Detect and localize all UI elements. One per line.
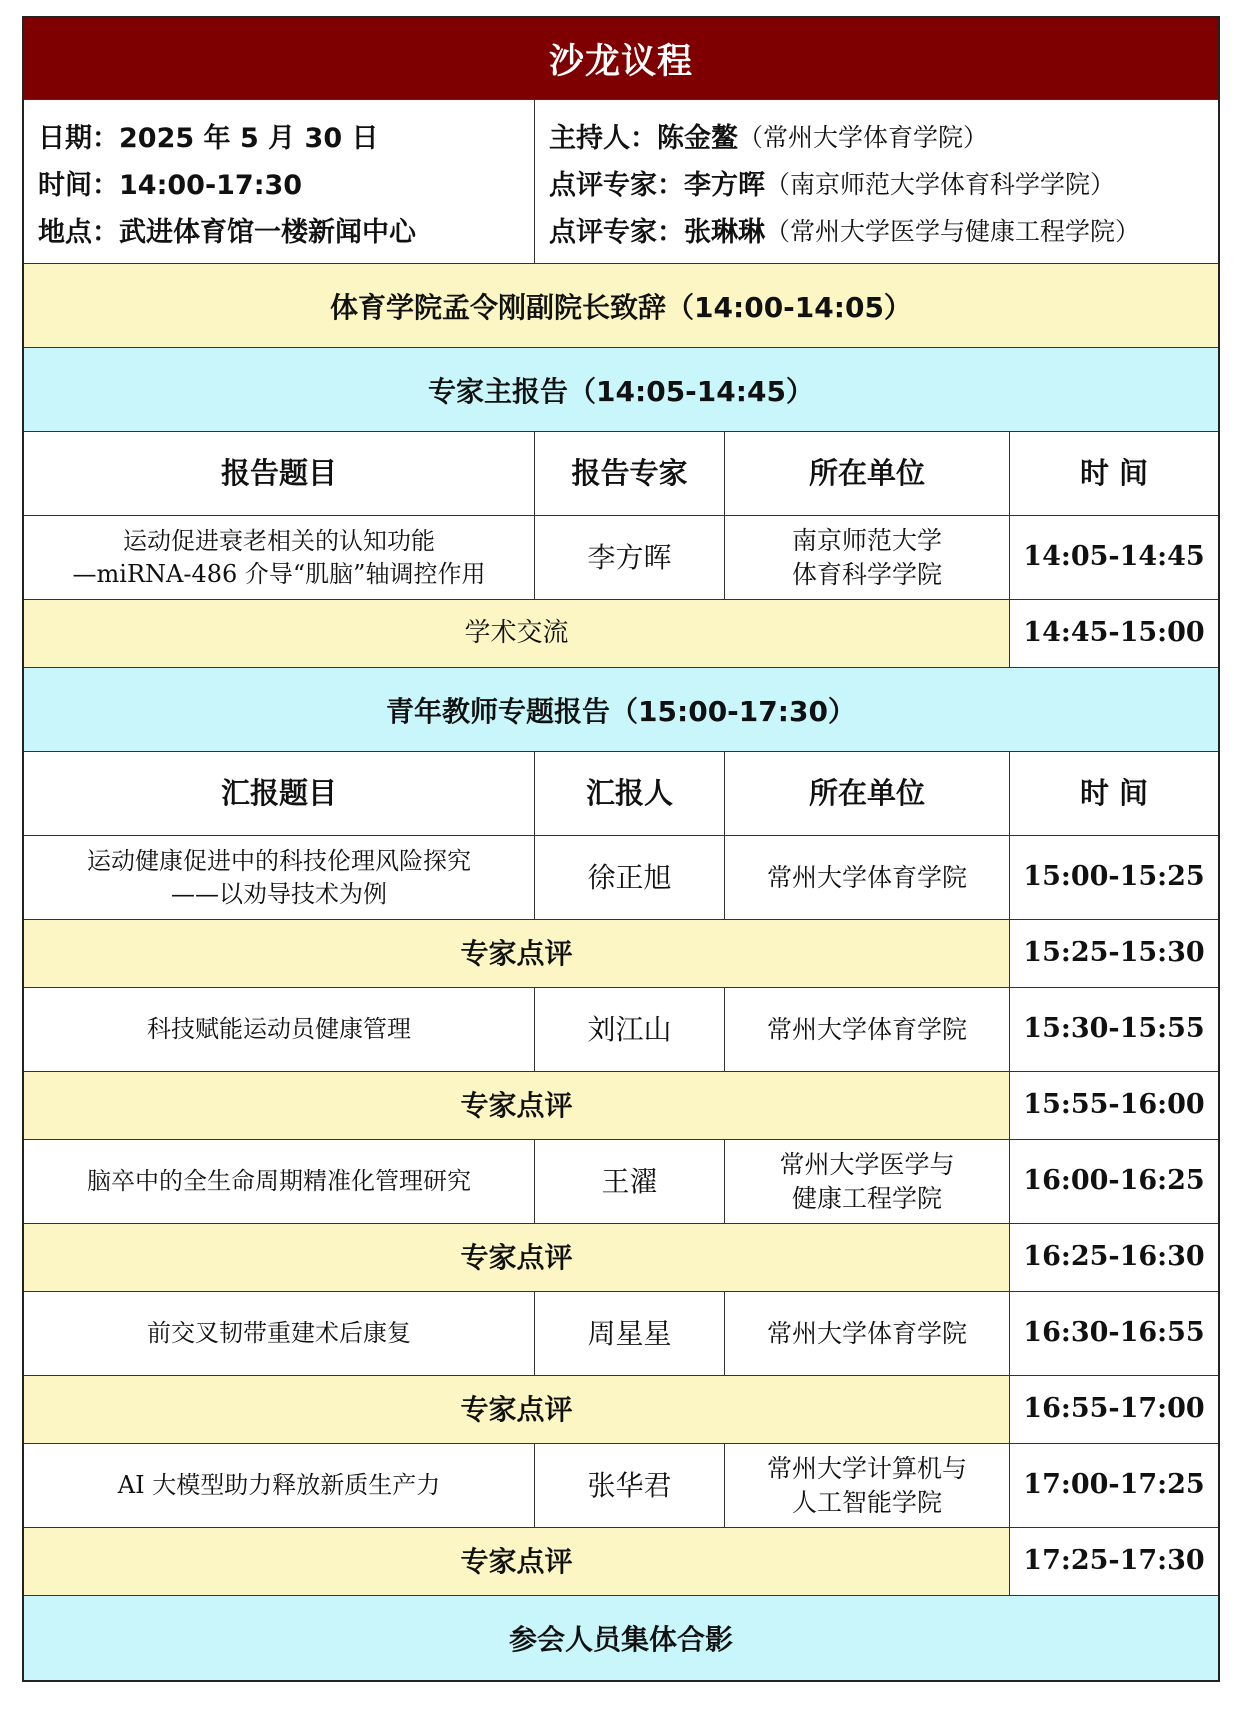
report-title-line-1: 运动健康促进中的科技伦理风险探究	[87, 847, 471, 876]
report-unit-line-1: 常州大学体育学院	[766, 1014, 967, 1044]
col-unit: 所在单位	[725, 432, 1010, 515]
talk-title-line-2: —miRNA-486 介导“肌脑”轴调控作用	[72, 559, 486, 588]
table-row	[24, 1140, 1218, 1224]
report-title	[24, 836, 535, 919]
talk-title	[24, 516, 535, 599]
expert-review-label: 专家点评	[24, 920, 1010, 987]
reviewer-2	[549, 206, 1218, 253]
report-unit-line-1: 常州大学体育学院	[766, 862, 967, 892]
agenda-table	[22, 16, 1220, 1682]
col-report-title: 汇报题目	[24, 752, 535, 835]
keynote-column-headers	[24, 432, 1218, 516]
col-unit: 所在单位	[725, 752, 1010, 835]
report-unit-line-1: 常州大学医学与	[779, 1149, 955, 1179]
host	[549, 112, 1218, 159]
meeting-date: 日期：2025 年 5 月 30 日	[38, 123, 379, 154]
report-unit	[725, 1444, 1010, 1527]
young-teacher-heading: 青年教师专题报告（15:00-17:30）	[24, 668, 1218, 752]
col-time: 时 间	[1079, 455, 1149, 490]
expert-review-time: 16:25-16:30	[1010, 1224, 1218, 1291]
reporter: 周星星	[535, 1292, 725, 1375]
reviewer-2-affiliation: （常州大学医学与健康工程学院）	[765, 216, 1141, 246]
report-time: 16:00-16:25	[1023, 1165, 1205, 1197]
expert-review-row	[24, 1224, 1218, 1292]
talk-unit-line-2: 体育科学学院	[791, 559, 942, 589]
reporter: 王濯	[535, 1140, 725, 1223]
reviewer-1-affiliation: （南京师范大学体育科学学院）	[765, 169, 1116, 199]
report-title	[24, 1292, 535, 1375]
expert-review-row	[24, 920, 1218, 988]
table-row	[24, 988, 1218, 1072]
report-title-line-2: ——以劝导技术为例	[171, 879, 387, 908]
agenda-title: 沙龙议程	[24, 18, 1218, 100]
reviewer-2-name: 点评专家：张琳琳	[549, 217, 765, 248]
expert-review-time: 15:55-16:00	[1010, 1072, 1218, 1139]
report-unit	[725, 836, 1010, 919]
expert-review-time: 15:25-15:30	[1010, 920, 1218, 987]
talk-unit-line-1: 南京师范大学	[791, 525, 942, 555]
report-time: 15:30-15:55	[1023, 1013, 1205, 1045]
table-row	[24, 1444, 1218, 1528]
reviewer-1-name: 点评专家：李方晖	[549, 170, 765, 201]
report-title-line-1: 脑卒中的全生命周期精准化管理研究	[87, 1167, 471, 1196]
report-unit	[725, 1140, 1010, 1223]
table-row	[24, 1292, 1218, 1376]
report-unit	[725, 988, 1010, 1071]
report-title-line-1: 科技赋能运动员健康管理	[147, 1015, 411, 1044]
report-unit	[725, 1292, 1010, 1375]
reporter: 刘江山	[535, 988, 725, 1071]
young-column-headers	[24, 752, 1218, 836]
expert-review-label: 专家点评	[24, 1072, 1010, 1139]
report-unit-line-2: 人工智能学院	[791, 1487, 942, 1517]
keynote-talk	[24, 516, 1218, 600]
report-time: 16:30-16:55	[1023, 1317, 1205, 1349]
report-unit-line-1: 常州大学计算机与	[766, 1453, 967, 1483]
group-photo: 参会人员集体合影	[24, 1596, 1218, 1680]
keynote-heading: 专家主报告（14:05-14:45）	[24, 348, 1218, 432]
report-title-line-1: 前交叉韧带重建术后康复	[147, 1319, 411, 1348]
report-title-line-1: AI 大模型助力释放新质生产力	[117, 1471, 441, 1500]
host-name: 主持人：陈金鳌	[549, 123, 738, 154]
report-time: 15:00-15:25	[1023, 861, 1205, 893]
meeting-place: 地点：武进体育馆一楼新闻中心	[38, 217, 416, 248]
talk-speaker: 李方晖	[535, 516, 725, 599]
col-title: 报告题目	[24, 432, 535, 515]
exchange-label: 学术交流	[24, 600, 1010, 667]
table-row	[24, 836, 1218, 920]
col-speaker: 报告专家	[535, 432, 725, 515]
report-title	[24, 1140, 535, 1223]
reporter: 徐正旭	[535, 836, 725, 919]
opening-speech: 体育学院孟令刚副院长致辞（14:00-14:05）	[24, 264, 1218, 348]
report-title	[24, 988, 535, 1071]
talk-title-line-1: 运动促进衰老相关的认知功能	[123, 527, 435, 556]
talk-unit	[725, 516, 1010, 599]
talk-time: 14:05-14:45	[1023, 541, 1205, 573]
expert-review-row	[24, 1528, 1218, 1596]
reviewer-1	[549, 159, 1218, 206]
reporter: 张华君	[535, 1444, 725, 1527]
report-unit-line-1: 常州大学体育学院	[766, 1318, 967, 1348]
report-time: 17:00-17:25	[1023, 1469, 1205, 1501]
expert-review-time: 16:55-17:00	[1010, 1376, 1218, 1443]
expert-review-label: 专家点评	[24, 1224, 1010, 1291]
meeting-basics	[24, 100, 535, 263]
expert-review-row	[24, 1072, 1218, 1140]
expert-review-label: 专家点评	[24, 1528, 1010, 1595]
report-title	[24, 1444, 535, 1527]
meeting-time: 时间：14:00-17:30	[38, 170, 303, 201]
col-time: 时 间	[1079, 775, 1149, 810]
meeting-people	[535, 100, 1218, 263]
expert-review-row	[24, 1376, 1218, 1444]
meeting-info	[24, 100, 1218, 264]
host-affiliation: （常州大学体育学院）	[738, 122, 989, 152]
col-reporter: 汇报人	[535, 752, 725, 835]
academic-exchange	[24, 600, 1218, 668]
expert-review-label: 专家点评	[24, 1376, 1010, 1443]
report-unit-line-2: 健康工程学院	[791, 1183, 942, 1213]
expert-review-time: 17:25-17:30	[1010, 1528, 1218, 1595]
exchange-time: 14:45-15:00	[1010, 600, 1218, 667]
